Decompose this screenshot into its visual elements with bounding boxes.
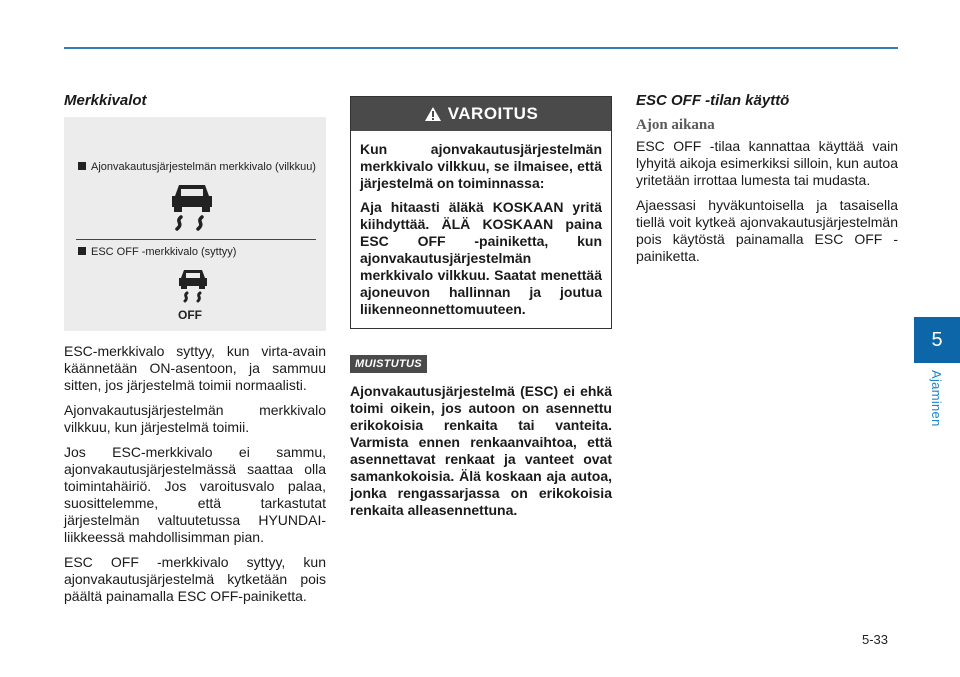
note-text: Ajonvakautusjärjestelmä (ESC) ei ehkä toimi oikein, jos autoon on asennettu erikokoisia renkaita tai vanteita. Varmista ennen renkaanvaihtoa, että asennettavat renkaat ja vanteet ovat samankokoisia. Älä koskaan aja autoa, jonka rengassarjassa on erikokoisia renkaita alleasennettuna. — [350, 383, 612, 518]
indicator-light-panel — [64, 117, 326, 331]
lamp-divider — [76, 239, 316, 240]
top-rule — [64, 47, 898, 49]
warning-triangle-icon — [424, 106, 442, 122]
esc-warning-light-icon — [168, 179, 216, 231]
paragraph: Jos ESC-merkkivalo ei sammu, ajonvakautusjärjestelmässä saattaa olla toimintahäiriö. Jos varoitusvalo palaa, suosittelemme, että tarkastutat järjestelmän valtuutetussa HYUNDAI-liikkeessä mahdollisimman pian. — [64, 444, 326, 545]
warning-heading: VAROITUS — [447, 104, 539, 123]
warning-paragraph: Kun ajonvakautusjärjestelmän merkkivalo vilkkuu, se ilmaisee, että järjestelmä on toiminnassa: — [360, 141, 602, 191]
warning-paragraph: Aja hitaasti äläkä KOSKAAN yritä kiihdyttää. ÄLÄ KOSKAAN paina ESC OFF -painiketta, kun ajonvakautusjärjestelmän merkkivalo vilkkuu. Saatat menettää ajoneuvon hallinnan ja joutua liikenneonnettomuuteen. — [360, 199, 602, 317]
subheading: Ajon aikana — [636, 117, 715, 133]
paragraph: ESC OFF -tilaa kannattaa käyttää vain lyhyitä aikoja esimerkiksi silloin, kun autoa yritetään irrottaa lumesta tai mudasta. — [636, 138, 898, 188]
column-esc-off — [636, 92, 898, 273]
warning-box — [350, 96, 612, 329]
warning-body — [351, 131, 611, 328]
column-indicator-lights — [64, 92, 326, 613]
esc-off-light-icon — [176, 267, 210, 305]
paragraph: Ajonvakautusjärjestelmän merkkivalo vilkkuu, kun järjestelmä toimii. — [64, 402, 326, 435]
chapter-label: Ajaminen — [929, 370, 944, 427]
paragraph: ESC-merkkivalo syttyy, kun virta-avain käännetään ON-asentoon, ja sammuu sitten, jos järjestelmä toimii normaalisti. — [64, 343, 326, 393]
paragraph: Ajaessasi hyväkuntoisella ja tasaisella tiellä voit kytkeä ajonvakautusjärjestelmän pois käytöstä painamalla ESC OFF -painiketta. — [636, 197, 898, 264]
lamp-caption-esc-off: ESC OFF -merkkivalo (syttyy) — [78, 246, 236, 258]
page-number: 5-33 — [862, 632, 889, 647]
section-title-indicators: Merkkivalot — [64, 92, 147, 109]
warning-header — [351, 97, 611, 131]
note-badge: MUISTUTUS — [350, 355, 427, 373]
chapter-number: 5 — [931, 329, 943, 351]
esc-off-icon-label: OFF — [178, 308, 202, 322]
chapter-tab — [914, 317, 960, 363]
section-title-esc-off: ESC OFF -tilan käyttö — [636, 92, 790, 109]
paragraph: ESC OFF -merkkivalo syttyy, kun ajonvakautusjärjestelmä kytketään pois päältä painamalla ESC OFF-painiketta. — [64, 554, 326, 604]
lamp-caption-esc: Ajonvakautusjärjestelmän merkkivalo (vilkkuu) — [78, 161, 316, 173]
column-warning — [350, 96, 612, 519]
